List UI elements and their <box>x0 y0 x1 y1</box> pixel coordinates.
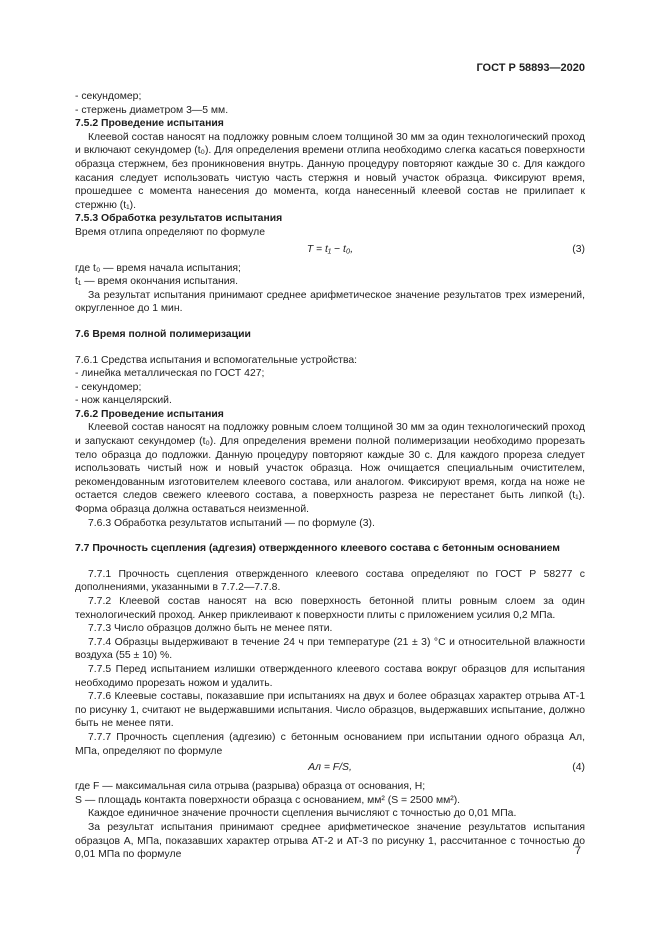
paragraph: 7.7.2 Клеевой состав наносят на всю поверхность бетонной плиты ровным слоем за один технологический проход. Анкер приклеивают к поверхности плиты с приложением усилия 0,2 МПа. <box>75 596 585 621</box>
paragraph: 7.7.6 Клеевые составы, показавшие при испытаниях на двух и более образцах характер отрыва АТ-1 по рисунку 1, считают не выдержавшими испытания. Число образцов, выдержавших испытание, должно быть не менее пяти. <box>75 691 585 730</box>
section-heading: 7.5.3 Обработка результатов испытания <box>75 213 283 225</box>
section-heading: 7.5.2 Проведение испытания <box>75 118 224 130</box>
paragraph: 7.7.5 Перед испытанием излишки отвержденного клеевого состава вокруг образцов для испытания необходимо прорезать ножом и удалить. <box>75 663 585 689</box>
formula-expression: Aл = F/S, <box>308 762 352 774</box>
document-body <box>75 90 585 862</box>
definition: S — площадь контакта поверхности образца с основанием, мм² (S = 2500 мм²). <box>75 794 461 806</box>
paragraph: 7.7.3 Число образцов должно быть не менее пяти. <box>88 623 333 635</box>
paragraph: 7.7.7 Прочность сцепления (адгезию) с бетонным основанием при испытании одного образца Aл, МПа, определяют по формуле <box>75 731 585 757</box>
paragraph: За результат испытания принимают среднее арифметическое значение результатов испытания образцов A, МПа, показавших характер отрыва АТ-2 и АТ-3 по рисунку 1, рассчитанное с точностью до 0,01 МПа по формуле <box>75 821 585 861</box>
list-item: - нож канцелярский. <box>75 395 172 407</box>
paragraph: 7.7.4 Образцы выдерживают в течение 24 ч при температуре (21 ± 3) °С и относительной влажности воздуха (55 ± 10) %. <box>75 636 585 662</box>
paragraph: 7.6.1 Средства испытания и вспомогательные устройства: <box>75 354 358 366</box>
section-heading: 7.7 Прочность сцепления (адгезия) отвержденного клеевого состава с бетонным основанием <box>75 543 560 555</box>
paragraph: 7.6.3 Обработка результатов испытаний — по формуле (3). <box>88 517 375 529</box>
formula-number: (3) <box>572 243 585 255</box>
paragraph: 7.7.1 Прочность сцепления отвержденного клеевого состава определяют по ГОСТ Р 58277 с дополнениями, указанными в 7.7.2—7.7.8. <box>75 568 585 594</box>
paragraph: Клеевой состав наносят на подложку ровным слоем толщиной 30 мм за один технологический проход и включают секундомер (t₀). Для определения времени отлипа необходимо слегка касаться поверхности образца стержнем, без проникновения внутрь. Данную процедуру повторяют каждые 30 с. Для каждого касания следует использовать чистую часть стержня и новый участок образца. Фиксируют время, прошедшее с момента нанесения до момента, когда нанесенный клеевой состав не прилипает к стержню (t₁). <box>75 131 585 211</box>
list-item: - секундомер; <box>75 381 142 393</box>
paragraph: Каждое единичное значение прочности сцепления вычисляют с точностью до 0,01 МПа. <box>88 808 517 820</box>
formula-number: (4) <box>572 762 585 774</box>
list-item: - линейка металлическая по ГОСТ 427; <box>75 368 265 380</box>
paragraph: Время отлипа определяют по формуле <box>75 226 265 238</box>
formula-3 <box>75 243 585 259</box>
page-number: 7 <box>574 845 581 857</box>
definition: где t₀ — время начала испытания; <box>75 262 241 274</box>
formula-4 <box>75 761 585 777</box>
definition: где F — максимальная сила отрыва (разрыва) образца от основания, Н; <box>75 781 426 793</box>
paragraph: За результат испытания принимают среднее арифметическое значение результатов трех измерений, округленное до 1 мин. <box>75 289 585 315</box>
list-item: - секундомер; <box>75 91 142 102</box>
formula-expression: T = t₁ − t₀, <box>306 243 354 255</box>
list-item: - стержень диаметром 3—5 мм. <box>75 104 229 116</box>
section-heading: 7.6 Время полной полимеризации <box>75 328 251 340</box>
document-header: ГОСТ Р 58893—2020 <box>476 62 585 74</box>
paragraph: Клеевой состав наносят на подложку ровным слоем толщиной 30 мм за один технологический проход и запускают секундомер (t₀). Для определения времени полной полимеризации необходимо прорезать тело образца до подложки. Данную процедуру повторяют каждые 30 с. Для каждого прореза следует использовать чистый нож и новый участок образца. Нож очищается специальным очистителем, рекомендованным изготовителем клеевого состава, или аналогом. Фиксируют время, когда на ноже не остается следов свежего клеевого состава, а поверхность разреза не перестанет быть липкой (t₁). Форма образца должна оставаться неизменной. <box>75 422 585 516</box>
section-heading: 7.6.2 Проведение испытания <box>75 408 224 420</box>
definition: t₁ — время окончания испытания. <box>75 276 239 288</box>
